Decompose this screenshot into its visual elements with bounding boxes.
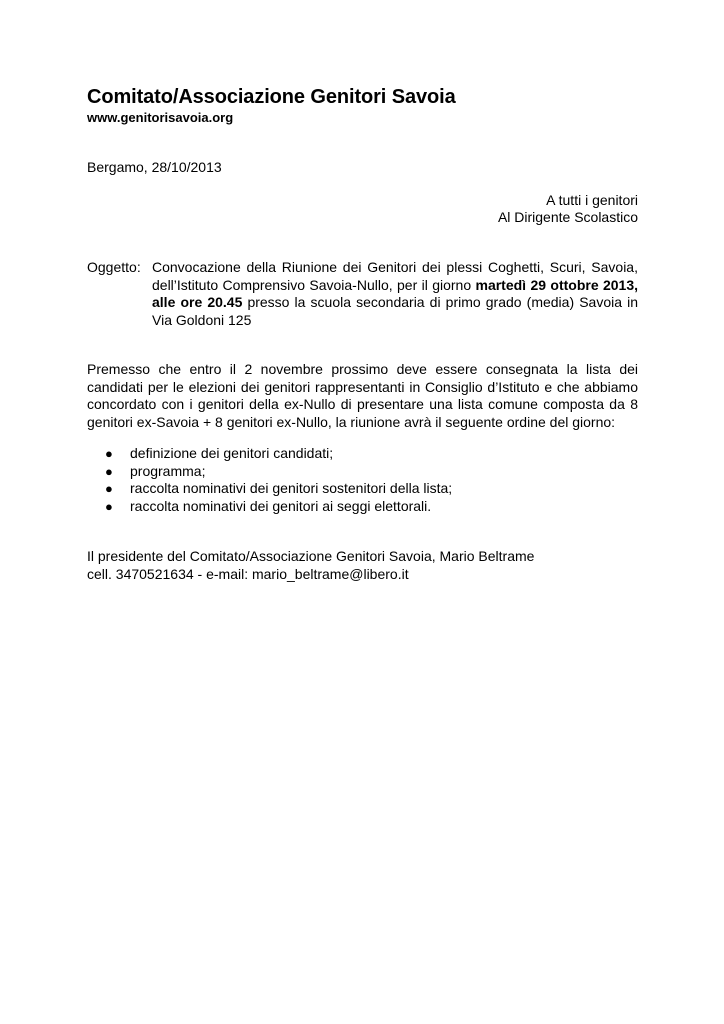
recipients-block — [498, 192, 638, 226]
place-date: Bergamo, 28/10/2013 — [87, 159, 222, 175]
agenda-item — [87, 498, 638, 516]
subject-label: Oggetto: — [87, 259, 141, 275]
agenda-item — [87, 463, 638, 481]
agenda-item-text: raccolta nominativi dei genitori ai seggi elettorali. — [130, 497, 432, 514]
bullet-icon: ● — [105, 446, 113, 461]
agenda-item-text: programma; — [130, 462, 206, 479]
body-paragraph: Premesso che entro il 2 novembre prossimo deve essere consegnata la lista dei candidati per le elezioni dei genitori rappresentanti in Consiglio d’Istituto e che abbiamo concordato con i genitori della ex-Nullo di presentare una lista comune composta da 8 genitori ex-Savoia + 8 genitori ex-Nullo, la riunione avrà il seguente ordine del giorno: — [87, 361, 638, 430]
agenda-item-text: definizione dei genitori candidati; — [130, 445, 334, 461]
bullet-icon: ● — [105, 498, 113, 514]
subject-text — [152, 259, 638, 329]
subject-meeting-date: martedì 29 ottobre 2013, alle ore 20.45 — [152, 276, 639, 310]
signature-president: Il presidente del Comitato/Associazione Genitori Savoia, Mario Beltrame — [87, 548, 535, 564]
bullet-icon: ● — [105, 481, 113, 496]
agenda-item — [87, 445, 638, 463]
agenda-list — [87, 445, 638, 515]
recipient-parents: A tutti i genitori — [546, 192, 638, 208]
committee-title: Comitato/Associazione Genitori Savoia — [87, 86, 456, 108]
website-url: www.genitorisavoia.org — [87, 110, 234, 125]
signature-block — [87, 548, 534, 583]
agenda-item — [87, 480, 638, 498]
agenda-item-text: raccolta nominativi dei genitori sostenitori della lista; — [130, 480, 453, 496]
recipient-principal: Al Dirigente Scolastico — [497, 209, 638, 225]
bullet-icon: ● — [105, 463, 113, 479]
signature-contact: cell. 3470521634 - e-mail: mario_beltrame@libero.it — [87, 565, 409, 582]
subject-text-intro: Convocazione della Riunione dei Genitori dei plessi Coghetti, Scuri, Savoia, dell’Istituto Comprensivo Savoia-Nullo, per il giorno — [152, 259, 638, 293]
subject-text-location: presso la scuola secondaria di primo grado (media) Savoia in Via Goldoni 125 — [152, 294, 639, 328]
